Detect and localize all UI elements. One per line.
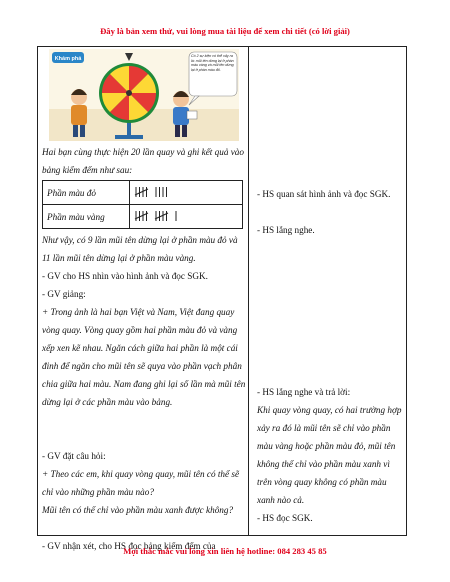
table-row — [43, 181, 243, 205]
spinner-illustration — [49, 49, 239, 141]
table-row — [43, 205, 243, 229]
tally-table — [42, 180, 243, 229]
tally-marks-icon — [134, 210, 182, 224]
hotline-banner: Mọi thắc mắc vui lòng xin liên hệ hotline: 084 283 45 85 — [123, 546, 327, 556]
after-table-text: Như vậy, có 9 lần mũi tên dừng lại ở phần màu đỏ và 11 lần mũi tên dừng lại ở phần màu vàng. — [42, 235, 238, 263]
hs-doc-text: - HS đọc SGK. — [257, 513, 313, 523]
hs-lang-text: - HS lắng nghe. — [257, 225, 315, 235]
gv-dat-text: - GV đặt câu hỏi: — [42, 451, 106, 461]
tally-label-red: Phần màu đỏ — [43, 181, 130, 205]
hs-quan-sat-text: - HS quan sát hình ảnh và đọc SGK. — [257, 189, 391, 199]
intro-text: Hai bạn cùng thực hiện 20 lần quay và ghi kết quả vào bảng kiểm đếm như sau: — [42, 147, 244, 175]
question-2-text: Mũi tên có thể chỉ vào phần màu xanh được không? — [42, 505, 234, 515]
explain-text: + Trong ảnh là hai bạn Việt và Nam, Việt đang quay vòng quay. Vòng quay gồm hai phần màu đỏ và vàng xếp xen kẽ nhau. Ngăn cách giữa hai phần là một cái đinh để ngăn cho mũi tên sẽ quya vào phần vạch phân chia giữa hai màu. Nam đang ghi lại số lần mà mũi tên dừng lại ở các phần màu vào bảng. — [42, 307, 246, 407]
tally-cell-red — [130, 181, 243, 205]
speech-bubble-text: Có 2 sự kiện có thể xảy ra là: mũi tên dừng lại ở phần màu vàng và mũi tên dừng lại ở phần màu đỏ. — [191, 54, 234, 72]
badge-label: Khám phá — [54, 56, 82, 62]
tally-label-yellow: Phần màu vàng — [43, 205, 130, 229]
student-activity-column — [249, 47, 406, 535]
gv-giang-text: - GV giảng: — [42, 289, 86, 299]
gv-nhan-text: - GV nhận xét, cho HS đọc bảng kiểm đếm của — [42, 541, 216, 551]
hs-tra-loi-text: - HS lắng nghe và trả lời: — [257, 387, 351, 397]
answer-text: Khi quay vòng quay, có hai trường hợp xảy ra đó là mũi tên sẽ chỉ vào phần màu vàng hoặc phần màu đỏ, mũi tên không thể chỉ vào phần màu xanh vì trên vòng quay không có phần màu xanh nào cả. — [257, 405, 402, 505]
teacher-activity-column — [38, 47, 248, 551]
tally-cell-yellow — [130, 205, 243, 229]
question-1-text: + Theo các em, khi quay vòng quay, mũi tên có thể sẽ chỉ vào những phần màu nào? — [42, 469, 240, 497]
preview-banner: Đây là bản xem thử, vui lòng mua tài liệu để xem chi tiết (có lời giải) — [100, 26, 350, 36]
tally-marks-icon — [134, 186, 174, 200]
gv-cho-text: - GV cho HS nhìn vào hình ảnh và đọc SGK. — [42, 271, 208, 281]
